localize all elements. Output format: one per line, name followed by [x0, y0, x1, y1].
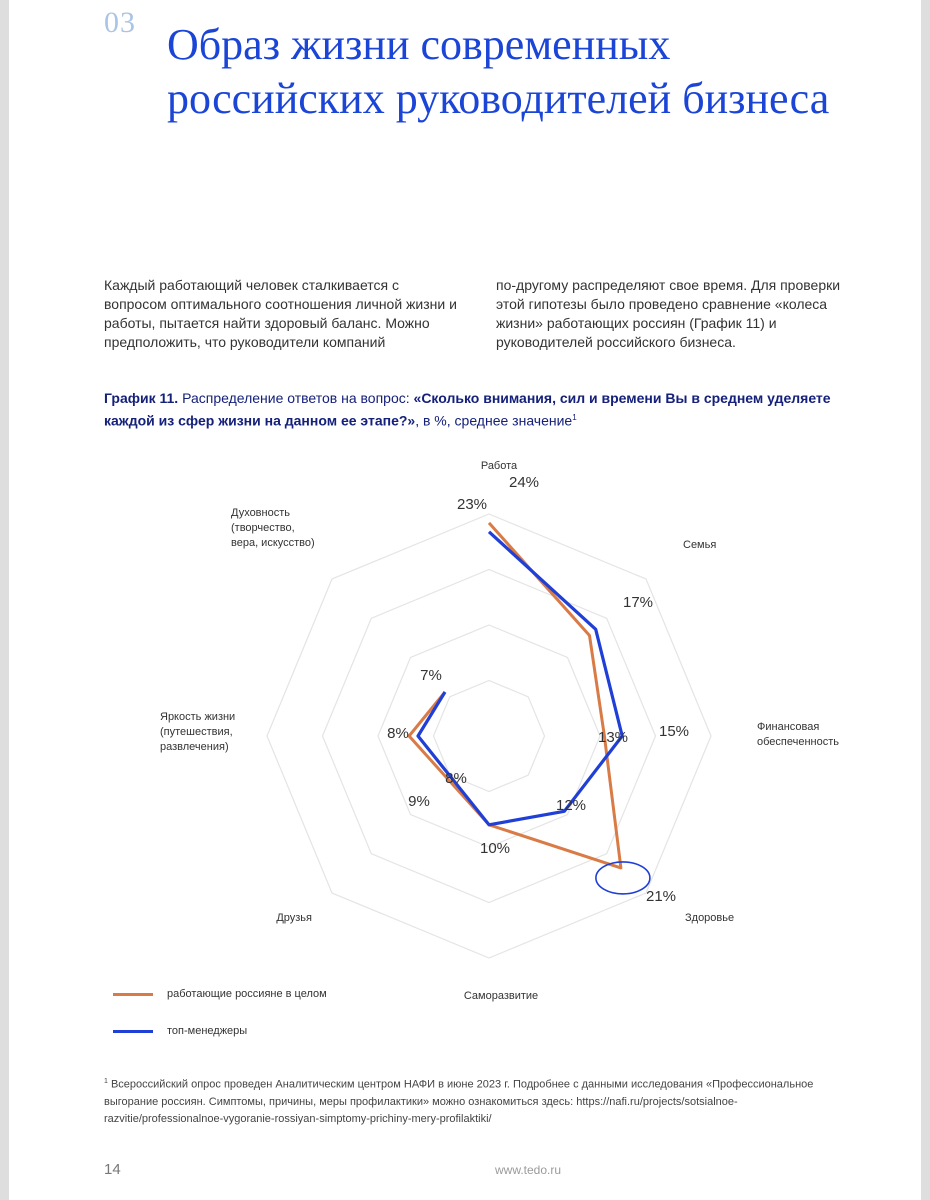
axis-label-line: вера, искусство): [231, 537, 315, 549]
axis-label-line: Друзья: [276, 912, 312, 924]
value-label-shared-0: 8%: [445, 770, 467, 787]
axis-label-line: Яркость жизни: [160, 711, 236, 723]
axis-label-line: Семья: [683, 539, 717, 551]
highlight-circle: [596, 862, 650, 894]
value-label-s1-2: 15%: [658, 723, 690, 740]
axis-label-line: (творчество,: [231, 522, 295, 534]
value-label-s1-0: 23%: [456, 496, 488, 513]
axis-label-6: [160, 711, 235, 753]
value-label-s0-6: 9%: [408, 793, 430, 810]
chart-caption-label: График 11.: [104, 390, 179, 406]
legend-swatch-russians: [113, 993, 153, 996]
intro-left-paragraph: Каждый работающий человек сталкивается с вопросом оптимального соотношения личной жизни и работы, пытается найти здоровый баланс. Можно предположить, что руководители компаний: [104, 277, 457, 350]
legend-item-russians: [113, 988, 327, 1000]
page-number: 14: [104, 1161, 121, 1178]
axis-label-line: Здоровье: [685, 912, 735, 924]
axis-label-line: Финансовая: [757, 721, 820, 733]
footnote-text: Всероссийский опрос проведен Аналитическим центром НАФИ в июне 2023 г. Подробнее с данными исследования «Профессиональное выгорание россиян. Симптомы, причины, меры профилактики» можно ознакомиться здесь: https://nafi.ru/projects/sotsialnoe-razvitie/professionalnoe-vygoranie-rossiyan-simptomy-prichiny-mery-profilaktiki/: [104, 1078, 814, 1125]
axis-label-line: Саморазвитие: [463, 990, 539, 1002]
value-label-s1-1: 17%: [622, 594, 654, 611]
value-label-s0-3: 21%: [645, 888, 677, 905]
axis-label-0: [481, 460, 518, 472]
chart-caption-question: «Сколько внимания, сил и времени Вы в среднем уделяете каждой из сфер жизни на данном ее этапе?»: [104, 390, 831, 429]
page: [9, 0, 921, 1200]
chart-caption: [104, 389, 864, 431]
axis-label-1: [683, 539, 716, 551]
legend-label-top-managers: топ-менеджеры: [167, 1025, 248, 1037]
legend-label-russians: работающие россияне в целом: [167, 988, 327, 1000]
chart-caption-prefix: Распределение ответов на вопрос:: [178, 390, 414, 406]
chart-caption-suffix: , в %, среднее значение: [415, 412, 573, 429]
section-number: 03: [104, 6, 136, 39]
value-label-s0-7: 7%: [420, 667, 442, 684]
site-url: www.tedo.ru: [495, 1163, 562, 1177]
axis-label-2: [757, 721, 839, 748]
page-title: Образ жизни современных российских руководителей бизнеса: [167, 20, 830, 123]
value-label-s0-2: 13%: [597, 729, 629, 746]
axis-label-line: развлечения): [160, 741, 229, 753]
intro-right-paragraph: по-другому распределяют свое время. Для проверки этой гипотезы было проведено сравнение «колеса жизни» работающих россиян (График 11) и руководителей российского бизнеса.: [496, 277, 841, 350]
radar-series-line-0: [409, 523, 621, 868]
axis-label-line: обеспеченность: [757, 736, 840, 748]
radar-grid-ring: [267, 514, 711, 958]
axis-label-line: Духовность: [231, 507, 290, 519]
value-label-s1-3: 12%: [555, 797, 587, 814]
footnote-marker: 1: [104, 1078, 108, 1085]
axis-label-line: (путешествия,: [160, 726, 233, 738]
value-label-s1-6: 8%: [387, 725, 409, 742]
radar-grid: [267, 514, 711, 958]
value-label-s0-0: 24%: [509, 474, 540, 491]
legend-swatch-top-managers: [113, 1030, 153, 1033]
axis-label-4: [464, 990, 538, 1002]
axis-label-line: Работа: [480, 460, 518, 472]
axis-label-3: [685, 912, 734, 924]
chart-caption-footnote-ref: 1: [572, 413, 577, 422]
axis-label-5: [276, 912, 312, 924]
footnote: [104, 1073, 824, 1128]
value-label-s0-4: 10%: [479, 840, 511, 857]
legend-item-top-managers: [113, 1025, 247, 1037]
radar-chart: [9, 440, 921, 1060]
axis-label-7: [231, 507, 315, 549]
